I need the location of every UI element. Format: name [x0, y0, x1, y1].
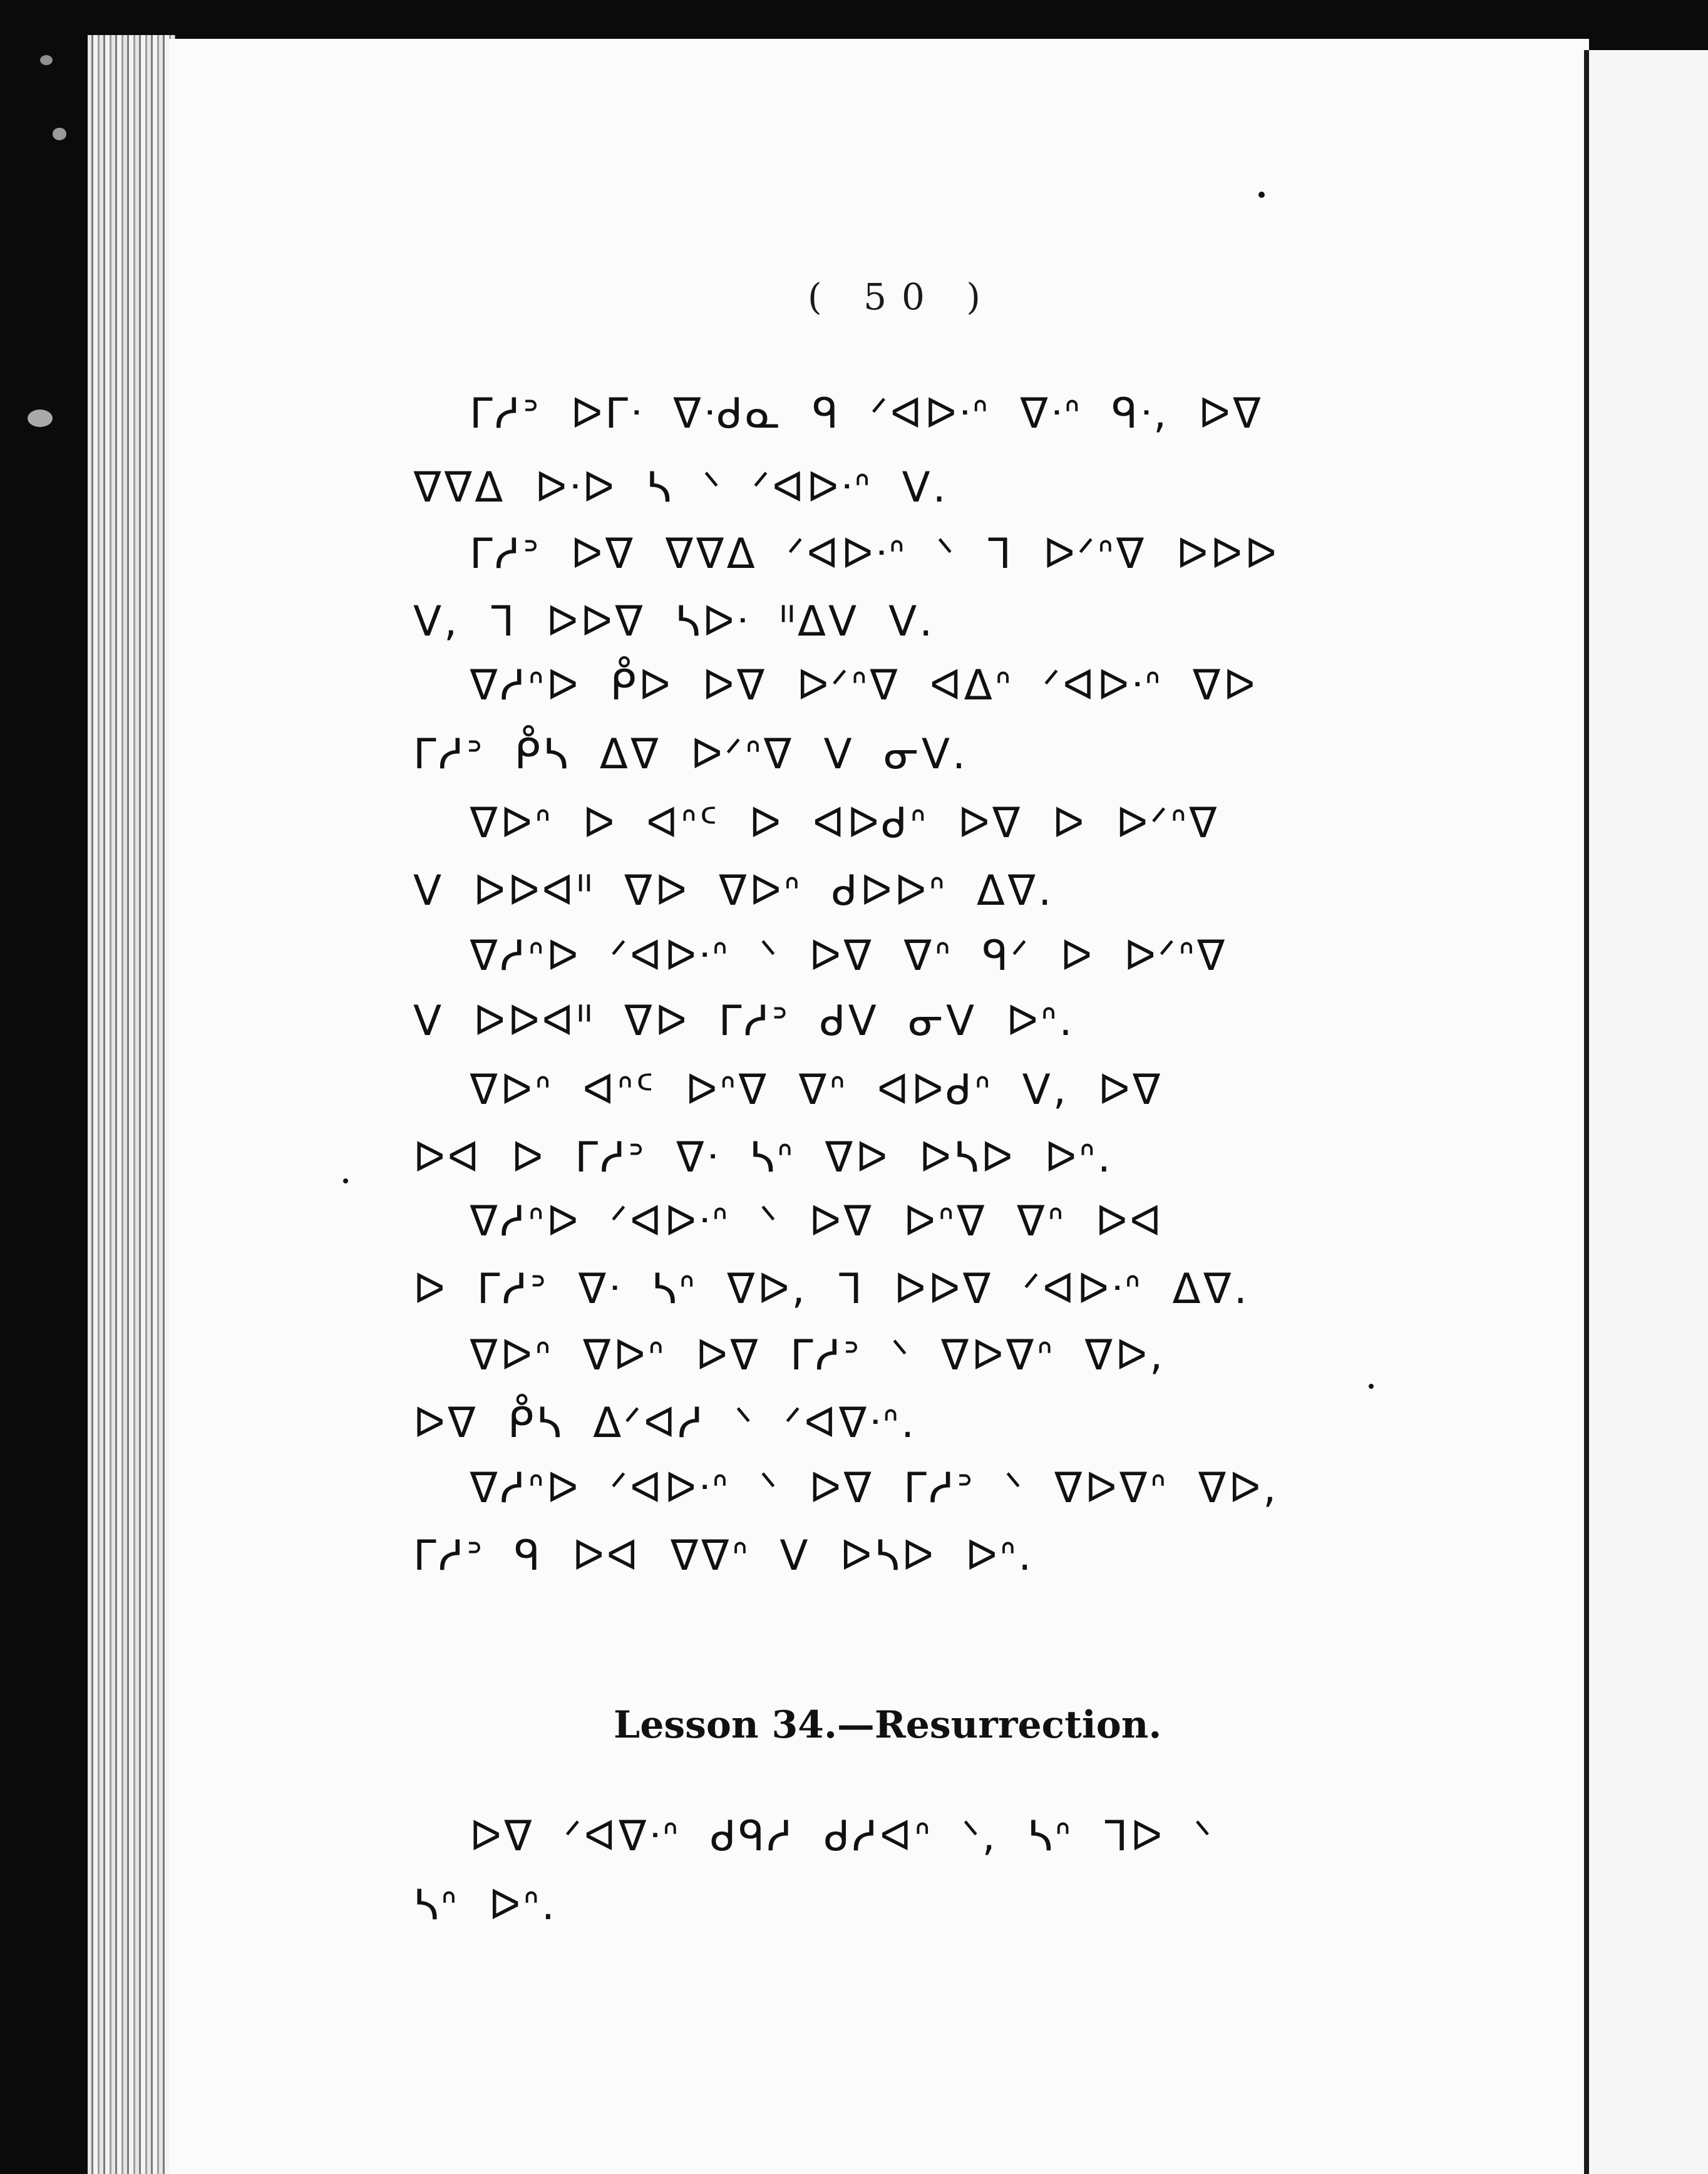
book-page-edges-left — [88, 35, 175, 2174]
text-line: ᐁᐅᐢ ᐅ ᐊᐢᑦ ᐅ ᐊᐅᑯᐢ ᐅᐁ ᐅ ᐅᐟᐢᐁ — [470, 799, 1220, 847]
text-line: ᐁᐅᐢ ᐊᐢᑦ ᐅᐢᐁ ᐁᐢ ᐊᐅᑯᐢ ᐯ, ᐅᐁ — [470, 1066, 1163, 1114]
scan-speck — [53, 128, 66, 140]
text-line: ᐁᐁᐃ ᐅᐧᐅ ᓴ ᐠ ᐟᐊᐅᐧᐢ ᐯ. — [413, 463, 949, 512]
text-line: ᒥᓱᐣ ᐅᒥᐧ ᐁᐧᑯᓇ ᑫ ᐟᐊᐅᐧᐢ ᐁᐧᐢ ᑫᐧ, ᐅᐁ — [470, 389, 1263, 438]
scan-speck — [40, 55, 53, 65]
text-line: ᐁᐅᐢ ᐁᐅᐢ ᐅᐁ ᒥᓱᐣ ᐠ ᐁᐅᐁᐢ ᐁᐅ, — [470, 1331, 1166, 1379]
lesson-heading: Lesson 34.—Resurrection. — [614, 1703, 1162, 1747]
text-line: ᐁᓱᐢᐅ ᐟᐊᐅᐧᐢ ᐠ ᐅᐁ ᐁᐢ ᑫᐟ ᐅ ᐅᐟᐢᐁ — [470, 932, 1228, 980]
page-number: ( 50 ) — [808, 276, 995, 318]
text-line: ᒥᓱᐣ ᑬᓴ ᐃᐁ ᐅᐟᐢᐁ ᐯ ᓂᐯ. — [413, 730, 968, 778]
text-line: ᐁᓱᐢᐅ ᑬᐅ ᐅᐁ ᐅᐟᐢᐁ ᐊᐃᐢ ᐟᐊᐅᐧᐢ ᐁᐅ — [470, 661, 1258, 709]
scan-speck — [28, 410, 53, 427]
text-line: ᐯ ᐅᐅᐊᐦ ᐁᐅ ᐁᐅᐢ ᑯᐅᐅᐢ ᐃᐁ. — [413, 867, 1054, 915]
text-line: ᐅ ᒥᓱᐣ ᐁᐧ ᓴᐢ ᐁᐅ, ᒣ ᐅᐅᐁ ᐟᐊᐅᐧᐢ ᐃᐁ. — [413, 1265, 1250, 1313]
text-line: ᐁᓱᐢᐅ ᐟᐊᐅᐧᐢ ᐠ ᐅᐁ ᐅᐢᐁ ᐁᐢ ᐅᐊ — [470, 1197, 1165, 1245]
text-line: ᐯ ᐅᐅᐊᐦ ᐁᐅ ᒥᓱᐣ ᑯᐯ ᓂᐯ ᐅᐢ. — [413, 997, 1075, 1045]
scan-speck — [1369, 1384, 1374, 1389]
text-line: ᐅᐊ ᐅ ᒥᓱᐣ ᐁᐧ ᓴᐢ ᐁᐅ ᐅᓴᐅ ᐅᐢ. — [413, 1133, 1113, 1182]
text-line: ᐁᓱᐢᐅ ᐟᐊᐅᐧᐢ ᐠ ᐅᐁ ᒥᓱᐣ ᐠ ᐁᐅᐁᐢ ᐁᐅ, — [470, 1464, 1279, 1512]
scan-speck — [1258, 192, 1265, 198]
text-line: ᐅᐁ ᑬᓴ ᐃᐟᐊᓱ ᐠ ᐟᐊᐁᐧᐢ. — [413, 1399, 917, 1447]
text-line: ᐯ, ᒣ ᐅᐅᐁ ᓴᐅᐧ ᐦᐃᐯ ᐯ. — [413, 597, 935, 646]
book-page-edges-right — [1584, 50, 1708, 2174]
text-line: ᐅᐁ ᐟᐊᐁᐧᐢ ᑯᑫᓱ ᑯᓱᐊᐢ ᐠ, ᓴᐢ ᒣᐅ ᐠ — [470, 1812, 1215, 1860]
text-line: ᓴᐢ ᐅᐢ. — [413, 1881, 557, 1929]
scan-speck — [343, 1178, 348, 1183]
text-line: ᒥᓱᐣ ᑫ ᐅᐊ ᐁᐁᐢ ᐯ ᐅᓴᐅ ᐅᐢ. — [413, 1532, 1034, 1580]
text-line: ᒥᓱᐣ ᐅᐁ ᐁᐁᐃ ᐟᐊᐅᐧᐢ ᐠ ᒣ ᐅᐟᐢᐁ ᐅᐅᐅ — [470, 530, 1279, 578]
